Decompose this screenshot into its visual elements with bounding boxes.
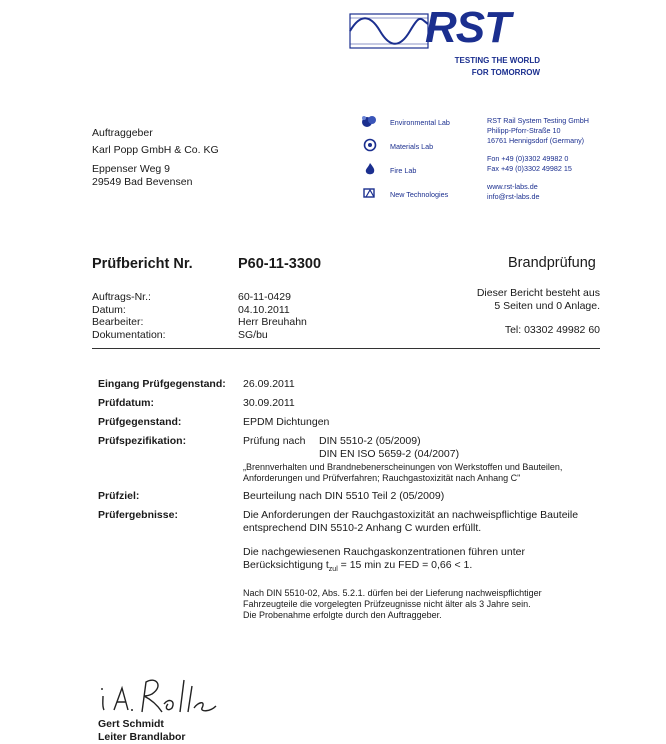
contact-name: RST Rail System Testing GmbH [487,116,589,125]
legal-note-line2: Fahrzeugteile die vorgelegten Prüfzeugnisse nicht älter als 3 Jahre sein. [243,599,531,609]
tagline-line1: TESTING THE WORLD [454,56,540,65]
legal-note-line1: Nach DIN 5510-02, Abs. 5.2.1. dürfen bei der Lieferung nachweispflichtiger [243,588,542,598]
report-tel: Tel: 03302 49982 60 [504,324,600,336]
gegenstand-value: EPDM Dichtungen [243,416,330,428]
client-city: 29549 Bad Bevensen [92,176,193,188]
environmental-lab-icon [360,114,378,128]
handwritten-signature [98,672,228,716]
lab-environmental: Environmental Lab [390,118,450,127]
legal-note [243,588,542,621]
pages-line1: Dieser Bericht besteht aus [476,287,600,299]
pruefziel-value: Beurteilung nach DIN 5510 Teil 2 (05/2009) [243,490,445,502]
meta-label-order: Auftrags-Nr.: [92,291,151,303]
client-company: Karl Popp GmbH & Co. KG [92,144,219,156]
lab-materials: Materials Lab [390,142,434,151]
gegenstand-label: Prüfgegenstand: [98,416,182,428]
concentration-subscript: zul [328,566,338,574]
contact-phone: Fon +49 (0)3302 49982 0 [487,154,569,163]
contact-email: info@rst-labs.de [487,192,540,201]
concentration-line1: Die nachgewiesenen Rauchgaskonzentrationen führen unter [243,546,525,558]
pages-note [477,287,600,312]
meta-value-docs: SG/bu [238,328,268,341]
meta-label-docs: Dokumentation: [92,328,166,341]
ergebnisse-line2: entsprechend DIN 5510-2 Anhang C wurden erfüllt. [243,522,482,534]
report-type: Brandprüfung [508,255,596,271]
ergebnisse-label: Prüfergebnisse: [98,509,178,521]
ergebnisse-line1: Die Anforderungen der Rauchgastoxizität an nachweispflichtige Bauteile [243,509,579,521]
contact-web: www.rst-labs.de [487,182,538,191]
pages-line2: 5 Seiten und 0 Anlage. [494,299,600,312]
pruefdatum-value: 30.09.2011 [243,397,295,409]
tagline-line2: FOR TOMORROW [471,68,540,77]
signatory-name: Gert Schmidt [98,718,164,730]
contact-city: 16761 Hennigsdorf (Germany) [487,136,585,145]
legal-note-line3: Die Probenahme erfolgte durch den Auftraggeber. [243,610,442,620]
contact-fax: Fax +49 (0)3302 49982 15 [487,164,572,173]
signatory-role: Leiter Brandlabor [98,731,186,743]
contact-street: Philipp-Pforr-Straße 10 [487,126,561,135]
meta-values [238,291,307,341]
lab-new-technologies: New Technologies [390,190,449,199]
spezifikation-norm2: DIN EN ISO 5659-2 (04/2007) [319,448,460,460]
spezifikation-prefix: Prüfung nach [243,435,306,447]
report-number: P60-11-3300 [238,256,322,272]
fire-lab-icon [362,162,380,176]
concentration-text-b: = 15 min zu FED = 0,66 < 1. [337,559,473,571]
client-street: Eppenser Weg 9 [92,163,171,175]
eingang-label: Eingang Prüfgegenstand: [98,378,226,390]
report-title-label: Prüfbericht Nr. [92,256,193,272]
materials-lab-icon [362,138,380,152]
concentration-text-a: Berücksichtigung t [243,559,329,571]
meta-value-date: 04.10.2011 [238,303,290,316]
meta-label-date: Datum: [92,303,126,316]
contact-block [487,116,589,202]
concentration-line2 [243,559,472,573]
meta-labels [92,291,166,341]
spezifikation-label: Prüfspezifikation: [98,435,187,447]
meta-value-order: 60-11-0429 [238,291,291,303]
meta-label-editor: Bearbeiter: [92,316,144,328]
spezifikation-norm1: DIN 5510-2 (05/2009) [319,435,421,447]
spezifikation-note2: Anforderungen und Prüfverfahren; Rauchgastoxizität nach Anhang C" [243,473,521,483]
meta-value-editor: Herr Breuhahn [238,316,307,328]
logo-wordmark: RST [425,3,510,52]
spezifikation-note1: „Brennverhalten und Brandnebenerscheinungen von Werkstoffen und Bauteilen, [243,462,563,472]
header-divider [92,348,600,349]
lab-fire: Fire Lab [390,166,417,175]
new-technologies-icon [362,186,380,200]
eingang-value: 26.09.2011 [243,378,295,390]
pruefziel-label: Prüfziel: [98,490,140,502]
client-label: Auftraggeber [92,127,153,139]
pruefdatum-label: Prüfdatum: [98,397,154,409]
